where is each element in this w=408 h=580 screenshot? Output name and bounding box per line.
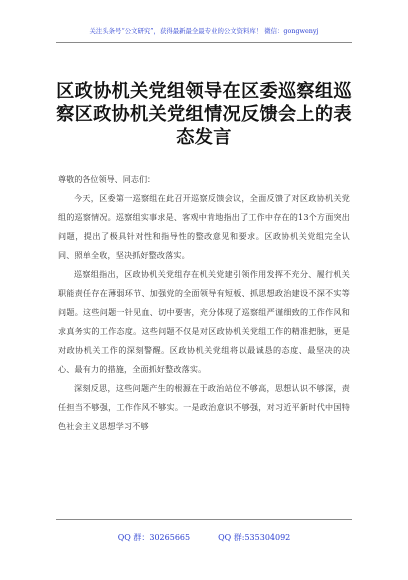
footer-divider: [56, 519, 352, 520]
body-paragraph-2: 巡察组指出，区政协机关党组存在机关党建引领作用发挥不充分、履行机关职能责任存在薄弱环节、加强党的全面领导有短板、抓思想政治建设不深不实等问题。这些问题一针见血、切中要害，充分体现了巡察组严谨细致的工作作风和求真务实的工作态度。这些问题不仅是对区政协机关党组工作的精准把脉，更是对政协机关工作的深刻警醒。区政协机关党组将以最诚恳的态度、最坚决的决心、最有力的措施，全面抓好整改落实。: [58, 269, 350, 374]
document-body: [58, 170, 350, 436]
footer-qq-group-2: QQ 群:535304092: [218, 533, 291, 542]
body-paragraph-1: 今天，区委第一巡察组在此召开巡察反馈会议，全面反馈了对区政协机关党组的巡察情况。巡察组实事求是、客观中肯地指出了工作中存在的13个方面突出问题，提出了极具针对性和指导性的整改意见和要求。区政协机关党组完全认同、照单全收，坚决抓好整改落实。: [58, 193, 350, 260]
body-paragraph-3: 深刻反思，这些问题产生的根源在于政治站位不够高，思想认识不够深，责任担当不够强，工作作风不够实。一是政治意识不够强，对习近平新时代中国特色社会主义思想学习不够: [58, 383, 350, 431]
greeting-line: 尊敬的各位领导、同志们：: [58, 174, 156, 184]
footer-qq-group-1: QQ 群：30265665: [117, 533, 191, 542]
document-title: 区政协机关党组领导在区委巡察组巡察区政协机关党组情况反馈会上的表态发言: [56, 81, 352, 148]
header-divider: [56, 42, 352, 43]
footer-contact: [0, 532, 408, 543]
header-promo-note: 关注头条号“公文研究”，获得最新最全最专业的公文资料库！ 微信：gongwenyj: [89, 27, 319, 35]
